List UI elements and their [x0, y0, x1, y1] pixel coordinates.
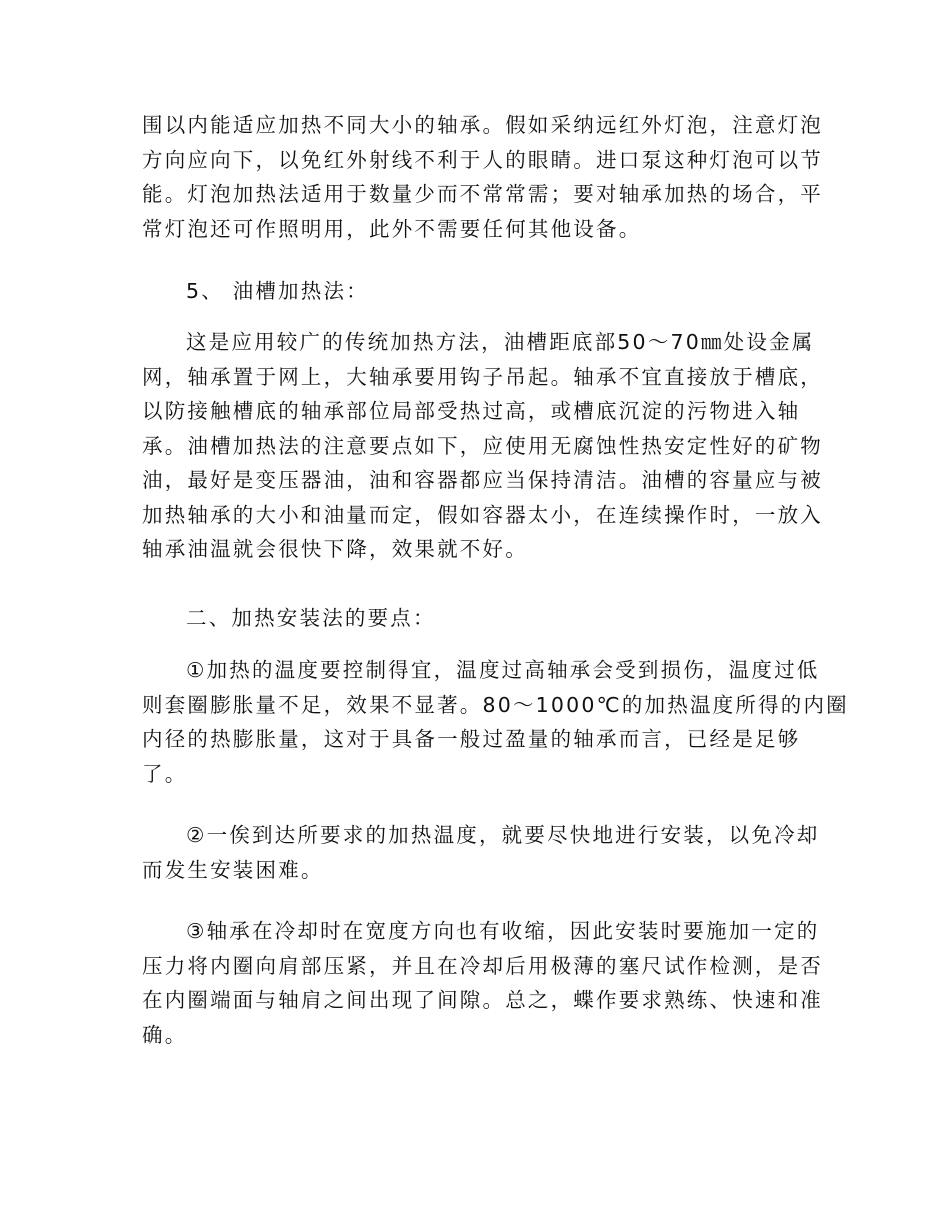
- section-heading: 二、加热安装法的要点：: [186, 606, 436, 630]
- text-line: 而发生安装困难。: [142, 857, 324, 882]
- paragraph-point-3: [142, 914, 823, 1052]
- text-line: 网，轴承置于网上，大轴承要用钩子吊起。轴承不宜直接放于槽底，: [142, 364, 823, 389]
- text-line: 加热轴承的大小和油量而定，假如容器太小，在连续操作时，一放入: [142, 502, 823, 527]
- heading-key-points: [142, 601, 802, 636]
- heading-oil-bath: [142, 274, 802, 309]
- text-line: 这是应用较广的传统加热方法，油槽距底部50～70㎜处设金属: [186, 330, 815, 354]
- text-line: 轴承油温就会很快下降，效果就不好。: [142, 537, 528, 561]
- text-line: 承。油槽加热法的注意要点如下，应使用无腐蚀性热安定性好的矿物: [142, 433, 823, 458]
- text-line: ②一俟到达所要求的加热温度，就要尽快地进行安装，以免冷却: [186, 823, 820, 847]
- text-line: 内径的热膨胀量，这对于具备一般过盈量的轴承而言，已经是足够: [142, 727, 801, 751]
- text-line: 方向应向下，以免红外射线不利于人的眼睛。进口泵这种灯泡可以节: [142, 147, 823, 172]
- text-line: ③轴承在冷却时在宽度方向也有收缩，因此安装时要施加一定的: [186, 919, 820, 943]
- text-line: 油，最好是变压器油，油和容器都应当保持清洁。油槽的容量应与被: [142, 468, 823, 492]
- paragraph-lamp-heating: [142, 108, 823, 246]
- text-line: 则套圈膨胀量不足，效果不显著。80～1000℃的加热温度所得的内圈: [142, 692, 849, 717]
- text-line: 能。灯泡加热法适用于数量少而不常常需；要对轴承加热的场合，平: [142, 182, 823, 206]
- paragraph-oil-bath: [142, 325, 823, 567]
- paragraph-point-2: [142, 818, 820, 887]
- text-line: 以防接触槽底的轴承部位局部受热过高，或槽底沉淀的污物进入轴: [142, 399, 801, 423]
- text-line: ①加热的温度要控制得宜，温度过高轴承会受到损伤，温度过低: [186, 658, 820, 682]
- text-line: 围以内能适应加热不同大小的轴承。假如采纳远红外灯泡，注意灯泡: [142, 113, 823, 137]
- paragraph-point-1: [142, 653, 849, 791]
- text-line: 常灯泡还可作照明用，此外不需要任何其他设备。: [142, 216, 642, 241]
- text-line: 压力将内圈向肩部压紧，并且在冷却后用极薄的塞尺试作检测，是否: [142, 953, 823, 978]
- text-line: 了。: [142, 761, 188, 786]
- text-line: 确。: [142, 1022, 188, 1047]
- text-line: 在内圈端面与轴肩之间出现了间隙。总之，蝶作要求熟练、快速和准: [142, 988, 823, 1012]
- section-heading: 5、 油槽加热法：: [186, 279, 369, 303]
